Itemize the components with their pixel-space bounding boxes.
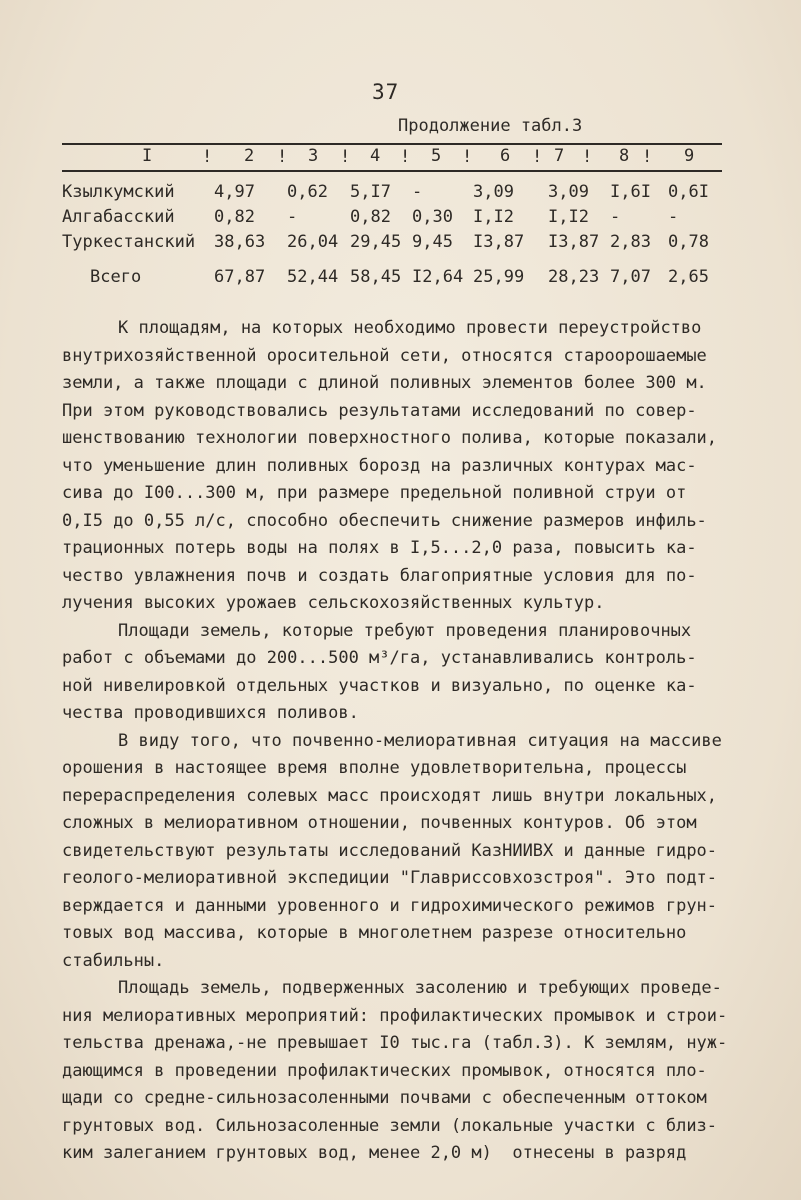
table-row: [62, 182, 722, 208]
text-line: тельства дренажа,-не превышает I0 тыс.га (табл.3). К землям, нуж-: [62, 1033, 728, 1053]
table-header-row: [62, 146, 722, 172]
text-line: лучения высоких урожаев сельскохозяйственных культур.: [62, 593, 605, 613]
page-number: 37: [372, 80, 400, 104]
text-line: верждается и данными уровенного и гидрохимического режимов грун-: [62, 895, 718, 916]
table-top-rule: [62, 143, 722, 145]
table-header-cell: 2: [244, 146, 255, 166]
column-separator: !: [340, 147, 351, 167]
text-line: работ с объемами до 200...500 м³/га, устанавливались контроль-: [62, 648, 697, 668]
table-cell: 67,87: [214, 267, 266, 287]
text-line: ной нивелировкой отдельных участков и визуально, по оценке ка-: [62, 675, 697, 696]
table-cell: Кзылкумский: [62, 182, 175, 202]
text-line: шенствованию технологии поверхностного полива, которые показали,: [62, 428, 718, 448]
column-separator: !: [202, 147, 213, 167]
text-line: внутрихозяйственной оросительной сети, относятся староорошаемые: [62, 345, 707, 366]
table-header-cell: 9: [684, 146, 695, 166]
column-separator: !: [462, 147, 473, 167]
table-row: [62, 207, 722, 233]
text-line: стабильны.: [62, 950, 165, 971]
table-cell: -: [610, 207, 621, 227]
text-line: сива до I00...300 м, при размере предельной поливной струи от: [62, 483, 687, 503]
table-cell: Всего: [90, 267, 142, 287]
table-cell: 29,45: [350, 232, 402, 252]
table-row-total: [62, 267, 722, 293]
text-line: что уменьшение длин поливных борозд на различных контурах мас-: [62, 455, 697, 476]
text-line: грунтовых вод. Сильнозасоленные земли (локальные участки с близ-: [62, 1115, 718, 1136]
table-header-cell: 3: [308, 146, 319, 166]
text-line: орошения в настоящее время вполне удовлетворительна, процессы: [62, 758, 687, 778]
table-cell: 26,04: [287, 232, 339, 252]
table-cell: I,6I: [610, 182, 651, 202]
text-line: чества проводившихся поливов.: [62, 703, 359, 723]
column-separator: !: [642, 147, 653, 167]
text-line: свидетельствуют результаты исследований КазНИИВХ и данные гидро-: [62, 840, 718, 861]
table-cell: 9,45: [412, 232, 453, 252]
table-cell: 52,44: [287, 267, 339, 287]
table-cell: 0,62: [287, 182, 328, 202]
table-header-cell: I: [142, 146, 153, 166]
column-separator: !: [277, 147, 288, 167]
text-line: чество увлажнения почв и создать благоприятные условия для по-: [62, 565, 697, 586]
table-cell: 5,I7: [350, 182, 391, 202]
table-cell: 3,09: [548, 182, 589, 202]
table-cell: 58,45: [350, 267, 402, 287]
table-cell: I,I2: [473, 207, 514, 227]
table-cell: 7,07: [610, 267, 651, 287]
table-cell: 0,82: [350, 207, 391, 227]
table-header-cell: 8: [619, 146, 630, 166]
table-header-rule: [62, 170, 722, 172]
table-cell: Алгабасский: [62, 207, 175, 227]
table-cell: 38,63: [214, 232, 266, 252]
table-cell: -: [412, 182, 423, 202]
table-cell: 28,23: [548, 267, 600, 287]
table-cell: 0,78: [668, 232, 709, 252]
table-cell: I3,87: [548, 232, 600, 252]
text-line: сложных в мелиоративном отношении, почвенных контуров. Об этом: [62, 813, 697, 833]
table-cell: 0,82: [214, 207, 255, 227]
text-line: перераспределения солевых масс происходят лишь внутри локальных,: [62, 785, 718, 806]
column-separator: !: [532, 147, 543, 167]
table-header-cell: 4: [370, 146, 381, 166]
table-cell: 3,09: [473, 182, 514, 202]
table-cell: 2,65: [668, 267, 709, 287]
text-line: Площади земель, которые требуют проведения планировочных: [118, 620, 692, 641]
text-line: ким залеганием грунтовых вод, менее 2,0 м) отнесены в разряд: [62, 1143, 687, 1163]
text-line: 0,I5 до 0,55 л/с, способно обеспечить снижение размеров инфиль-: [62, 510, 707, 531]
table-cell: 0,30: [412, 207, 453, 227]
text-line: К площадям, на которых необходимо провести переустройство: [118, 318, 702, 338]
table-header-cell: 7: [554, 146, 565, 166]
table-caption: Продолжение табл.3: [398, 116, 583, 136]
text-line: дающимся в проведении профилактических промывок, относятся пло-: [62, 1060, 707, 1081]
table-header-cell: 5: [431, 146, 442, 166]
table-header-cell: 6: [500, 146, 511, 166]
table-row: [62, 232, 722, 258]
table-cell: I2,64: [412, 267, 464, 287]
text-line: геолого-мелиоративной экспедиции "Главриссовхозстроя". Это подт-: [62, 868, 718, 888]
table-cell: 0,6I: [668, 182, 709, 202]
table-cell: I,I2: [548, 207, 589, 227]
table-cell: 2,83: [610, 232, 651, 252]
table-cell: -: [287, 207, 298, 227]
text-line: товых вод массива, которые в многолетнем разрезе относительно: [62, 923, 687, 943]
text-line: ния мелиоративных мероприятий: профилактических промывок и строи-: [62, 1005, 728, 1026]
table-cell: Туркестанский: [62, 232, 196, 252]
table-cell: 25,99: [473, 267, 525, 287]
column-separator: !: [400, 147, 411, 167]
text-line: Площадь земель, подверженных засолению и требующих проведе-: [118, 978, 722, 998]
text-line: В виду того, что почвенно-мелиоративная ситуация на массиве: [118, 730, 722, 751]
text-line: щади со средне-сильнозасоленными почвами с обеспеченным оттоком: [62, 1088, 707, 1108]
text-line: земли, а также площади с длиной поливных элементов более 300 м.: [62, 373, 707, 393]
column-separator: !: [582, 147, 593, 167]
table-cell: -: [668, 207, 679, 227]
table-cell: 4,97: [214, 182, 255, 202]
body-text: [62, 315, 728, 1168]
text-line: трационных потерь воды на полях в I,5...2,0 раза, повысить ка-: [62, 538, 697, 558]
text-line: При этом руководствовались результатами исследований по совер-: [62, 400, 697, 421]
table-cell: I3,87: [473, 232, 525, 252]
